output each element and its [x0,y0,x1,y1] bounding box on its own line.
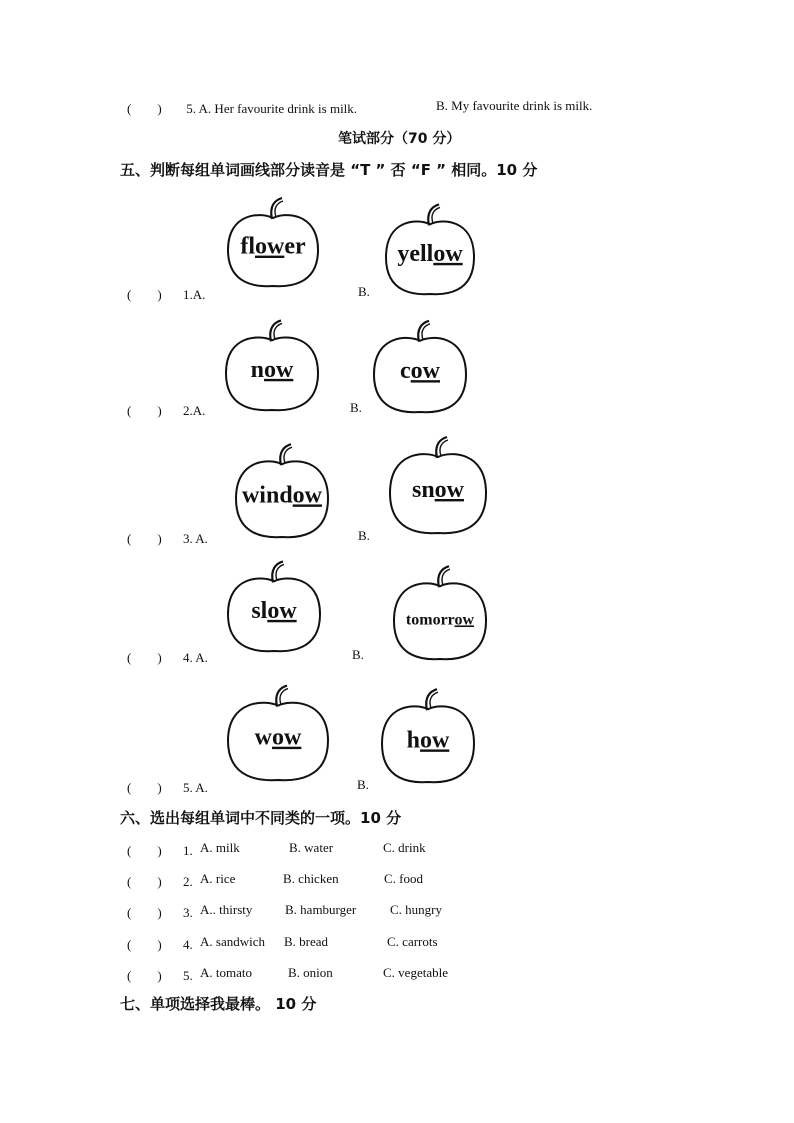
apple-word [242,482,323,508]
apple-word [251,598,297,624]
apple-word-card [226,559,322,655]
row-b-label: B. [350,400,362,415]
row-number: 5. [183,968,193,983]
written-part-title: 笔试部分（70 分） [338,131,461,147]
answer-paren[interactable]: ( ) [127,968,162,983]
section6-row [127,965,193,984]
apple-icon [388,433,488,537]
answer-paren[interactable]: ( ) [127,403,162,418]
row-b-label: B. [352,647,364,662]
row-label: 1.A. [183,287,206,302]
apple-icon [384,202,476,298]
section5-row [127,647,208,666]
apple-icon [234,441,330,541]
apple-word-card [226,196,320,290]
underlined-letters: ow [410,358,440,385]
apple-icon [226,682,330,784]
row-label: 2.A. [183,403,206,418]
section6-row [127,902,193,921]
section6-title: 六、选出每组单词中不同类的一项。10 分 [120,809,402,827]
top-question-line [127,98,357,117]
underlined-letters: ow [272,724,302,751]
option-c: C. food [384,871,423,886]
question-number: 5. [186,101,196,116]
apple-word [251,357,294,383]
row-label: 4. A. [183,650,208,665]
underlined-letters: ow [264,356,294,383]
option-a: A. tomato [200,965,252,980]
apple-word [407,727,450,753]
apple-word [406,611,475,628]
row-number: 1. [183,843,193,858]
word-part: sl [251,597,268,624]
section5-row [127,777,208,796]
option-a: A.. thirsty [200,902,253,917]
apple-word [255,725,302,751]
section5-row [127,528,208,547]
apple-icon [372,318,468,416]
word-part: w [254,724,272,751]
answer-paren[interactable]: ( ) [127,287,162,302]
row-b-label: B. [358,284,370,299]
section5-title: 五、判断每组单词画线部分读音是 “T ” 否 “F ” 相同。10 分 [120,161,538,179]
word-part: er [284,233,306,260]
word-part: wind [241,482,293,509]
section6-row [127,934,193,953]
apple-word-card [226,682,330,784]
option-c: C. hungry [390,902,442,917]
apple-word-card [372,318,468,416]
underlined-letters: ow [292,482,323,509]
word-part: sn [411,477,435,503]
apple-icon [224,318,320,414]
apple-word-card [388,433,488,537]
word-part: c [400,358,411,385]
row-b-label: B. [358,528,370,543]
apple-word-card [234,441,330,541]
apple-word [400,358,441,384]
row-b-label: B. [357,777,369,792]
row-number: 3. [183,905,193,920]
underlined-letters: ow [255,233,285,260]
apple-icon [380,686,476,786]
underlined-letters: ow [454,611,475,629]
answer-paren[interactable]: ( ) [127,101,162,116]
option-b: B. My favourite drink is milk. [436,98,593,113]
word-part: tomorr [405,611,455,629]
row-number: 4. [183,937,193,952]
apple-word [397,241,463,267]
answer-paren[interactable]: ( ) [127,843,162,858]
underlined-letters: ow [267,597,297,624]
answer-paren[interactable]: ( ) [127,937,162,952]
row-label: 5. A. [183,780,208,795]
option-c: C. carrots [387,934,438,949]
option-a: A. sandwich [200,934,265,949]
word-part: yell [397,240,434,267]
section6-row [127,871,193,890]
apple-word [412,477,465,503]
apple-icon [226,196,320,290]
row-label: 3. A. [183,531,208,546]
option-a: A. rice [200,871,236,886]
underlined-letters: ow [420,727,450,754]
answer-paren[interactable]: ( ) [127,531,162,546]
apple-word-card [224,318,320,414]
section6-row [127,840,193,859]
word-part: n [250,356,265,383]
apple-word [240,234,306,260]
apple-word-card [384,202,476,298]
apple-icon [226,559,322,655]
option-b: B. hamburger [285,902,357,917]
option-a: A. Her favourite drink is milk. [198,101,358,116]
apple-word-card [392,563,488,663]
underlined-letters: ow [434,477,465,503]
section7-title: 七、单项选择我最棒。 10 分 [120,995,317,1013]
underlined-letters: ow [433,240,463,267]
section5-row [127,400,205,419]
option-b: B. water [289,840,334,855]
option-c: C. vegetable [383,965,448,980]
answer-paren[interactable]: ( ) [127,650,162,665]
answer-paren[interactable]: ( ) [127,874,162,889]
option-a: A. milk [200,840,240,855]
apple-word-card [380,686,476,786]
apple-icon [392,563,488,663]
option-b: B. chicken [283,871,339,886]
section5-row [127,284,205,303]
word-part: h [406,727,421,754]
option-b: B. bread [284,934,329,949]
option-b: B. onion [288,965,333,980]
answer-paren[interactable]: ( ) [127,780,162,795]
option-c: C. drink [383,840,426,855]
answer-paren[interactable]: ( ) [127,905,162,920]
row-number: 2. [183,874,193,889]
word-part: fl [240,233,256,260]
